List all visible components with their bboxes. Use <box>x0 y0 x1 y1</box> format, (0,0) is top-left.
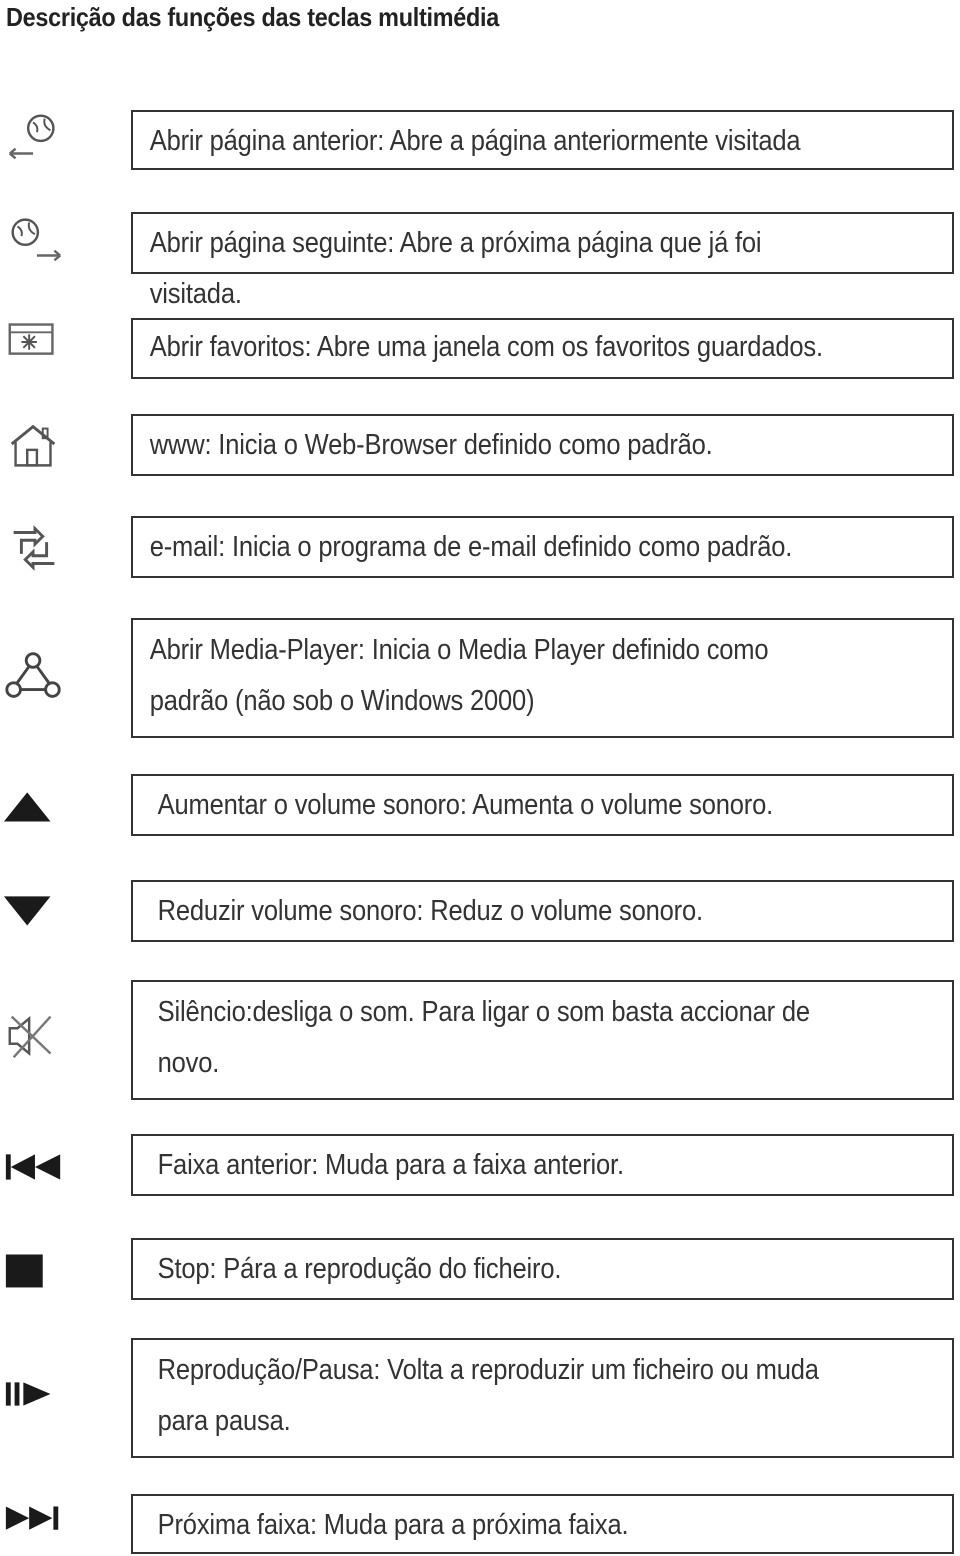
description-text: Abrir Media-Player: Inicia o Media Player definido como padrão (não sob o Windows 2000) <box>149 634 769 717</box>
key-row-previous-track <box>0 1134 960 1198</box>
key-row-play-pause <box>0 1338 960 1460</box>
mute-icon <box>2 1006 66 1066</box>
description-text: Próxima faixa: Muda para a próxima faixa. <box>157 1509 629 1541</box>
description-box <box>131 880 954 942</box>
description-text: Reduzir volume sonoro: Reduz o volume sonoro. <box>157 895 703 927</box>
favorites-icon <box>2 312 66 372</box>
description-box <box>131 1238 954 1300</box>
description-box <box>131 618 954 738</box>
key-row-volume-down <box>0 878 960 942</box>
description-box <box>131 774 954 836</box>
key-row-forward <box>0 210 960 310</box>
key-row-email <box>0 516 960 580</box>
stop-icon <box>2 1240 66 1300</box>
description-box <box>131 516 954 578</box>
description-box <box>131 1494 954 1554</box>
key-row-mute <box>0 980 960 1102</box>
key-row-stop <box>0 1236 960 1300</box>
browser-back-icon <box>2 108 66 168</box>
key-row-favorites <box>0 312 960 378</box>
description-box <box>131 414 954 476</box>
media-player-icon <box>2 646 66 706</box>
home-icon <box>2 416 66 476</box>
key-row-next-track <box>0 1492 960 1556</box>
play-pause-icon <box>2 1364 66 1424</box>
description-text: Faixa anterior: Muda para a faixa anterior. <box>157 1149 624 1181</box>
description-text: Abrir página anterior: Abre a página anteriormente visitada <box>149 125 801 157</box>
description-box <box>131 212 954 310</box>
previous-track-icon <box>2 1136 66 1196</box>
description-box <box>131 1134 954 1196</box>
volume-up-icon <box>2 774 66 834</box>
description-box <box>131 980 954 1100</box>
description-text: Abrir favoritos: Abre uma janela com os favoritos guardados. <box>149 331 823 363</box>
description-text: Aumentar o volume sonoro: Aumenta o volume sonoro. <box>157 789 774 821</box>
key-row-www <box>0 414 960 478</box>
key-row-volume-up <box>0 774 960 838</box>
email-icon <box>2 518 66 578</box>
volume-down-icon <box>2 878 66 938</box>
description-text: Silêncio:desliga o som. Para ligar o som basta accionar de novo. <box>157 996 810 1079</box>
page-title: Descrição das funções das teclas multimédia <box>6 2 500 32</box>
key-row-media-player <box>0 618 960 740</box>
description-text: Abrir página seguinte: Abre a próxima página que já foi visitada. <box>149 227 762 310</box>
description-text: Reprodução/Pausa: Volta a reproduzir um ficheiro ou muda para pausa. <box>157 1354 819 1437</box>
description-text: Stop: Pára a reprodução do ficheiro. <box>157 1253 562 1285</box>
description-box <box>131 318 954 379</box>
description-text: e-mail: Inicia o programa de e-mail definido como padrão. <box>149 531 793 563</box>
description-text: www: Inicia o Web-Browser definido como padrão. <box>149 429 713 461</box>
next-track-icon <box>2 1492 66 1552</box>
description-box <box>131 110 954 170</box>
description-box <box>131 1338 954 1458</box>
key-row-back <box>0 108 960 172</box>
browser-forward-icon <box>2 210 66 270</box>
